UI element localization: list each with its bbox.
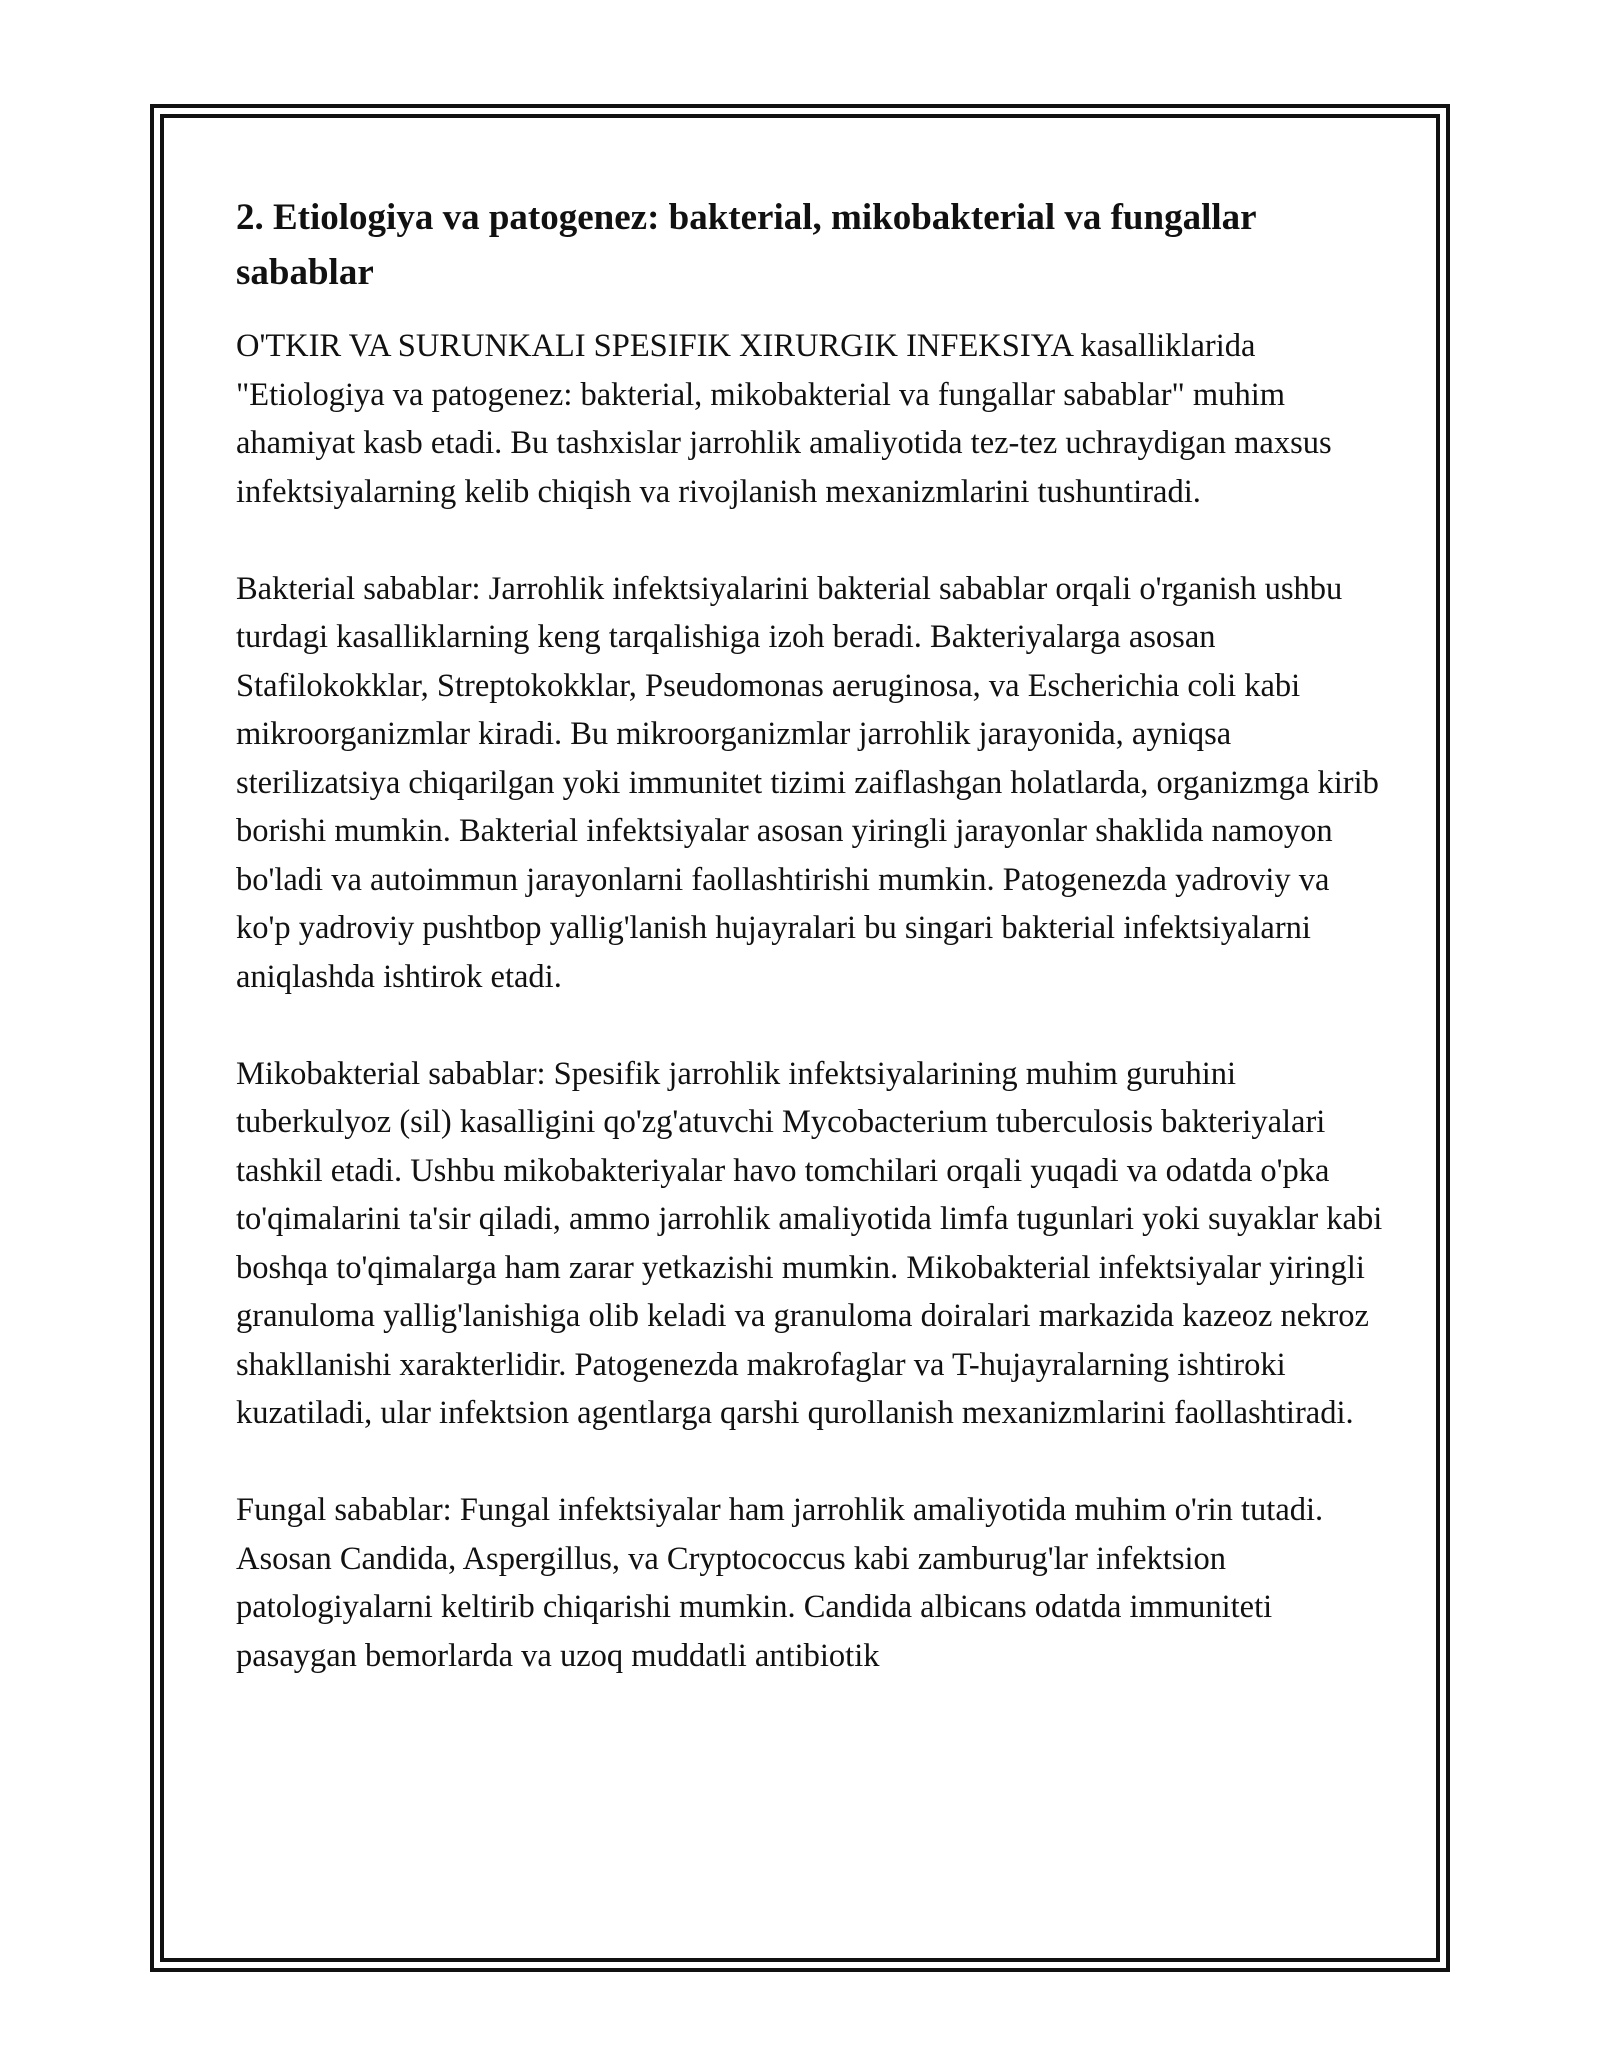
document-body [236, 190, 1386, 1680]
paragraph-mycobacterial: Mikobakterial sabablar: Spesifik jarrohlik infektsiyalarining muhim guruhini tuberkulyoz (sil) kasalligini qo'zg'atuvchi Mycobacterium tuberculosis bakteriyalari tashkil etadi. Ushbu mikobakteriyalar havo tomchilari orqali yuqadi va odatda o'pka to'qimalarini ta'sir qiladi, ammo jarrohlik amaliyotida limfa tugunlari yoki suyaklar kabi boshqa to'qimalarga ham zarar yetkazishi mumkin. Mikobakterial infektsiyalar yiringli granuloma yallig'lanishiga olib keladi va granuloma doiralari markazida kazeoz nekroz shakllanishi xarakterlidir. Patogenezda makrofaglar va T-hujayralarning ishtiroki kuzatiladi, ular infektsion agentlarga qarshi qurollanish mexanizmlarini faollashtiradi. [236, 1055, 1383, 1431]
paragraph-fungal: Fungal sabablar: Fungal infektsiyalar ham jarrohlik amaliyotida muhim o'rin tutadi. Asosan Candida, Aspergillus, va Cryptococcus kabi zamburug'lar infektsion patologiyalarni keltirib chiqarishi mumkin. Candida albicans odatda immuniteti pasaygan bemorlarda va uzoq muddatli antibiotik [236, 1492, 1324, 1674]
paragraph-bacterial: Bakterial sabablar: Jarrohlik infektsiyalarini bakterial sabablar orqali o'rganish ushbu turdagi kasalliklarning keng tarqalishiga izoh beradi. Bakteriyalarga asosan Stafilokokklar, Streptokokklar, Pseudomonas aeruginosa, va Escherichia coli kabi mikroorganizmlar kiradi. Bu mikroorganizmlar jarrohlik jarayonida, ayniqsa sterilizatsiya chiqarilgan yoki immunitet tizimi zaiflashgan holatlarda, organizmga kirib borishi mumkin. Bakterial infektsiyalar asosan yiringli jarayonlar shaklida namoyon bo'ladi va autoimmun jarayonlarni faollashtirishi mumkin. Patogenezda yadroviy va ko'p yadroviy pushtbop yallig'lanish hujayralari bu singari bakterial infektsiyalarni aniqlashda ishtirok etadi. [236, 570, 1379, 995]
section-heading: 2. Etiologiya va patogenez: bakterial, mikobakterial va fungallar sabablar [236, 197, 1256, 293]
paragraph-intro: O'TKIR VA SURUNKALI SPESIFIK XIRURGIK INFEKSIYA kasalliklarida "Etiologiya va patogenez: bakterial, mikobakterial va fungallar sabablar" muhim ahamiyat kasb etadi. Bu tashxislar jarrohlik amaliyotida tez-tez uchraydigan maxsus infektsiyalarning kelib chiqish va rivojlanish mexanizmlarini tushuntiradi. [236, 328, 1332, 510]
